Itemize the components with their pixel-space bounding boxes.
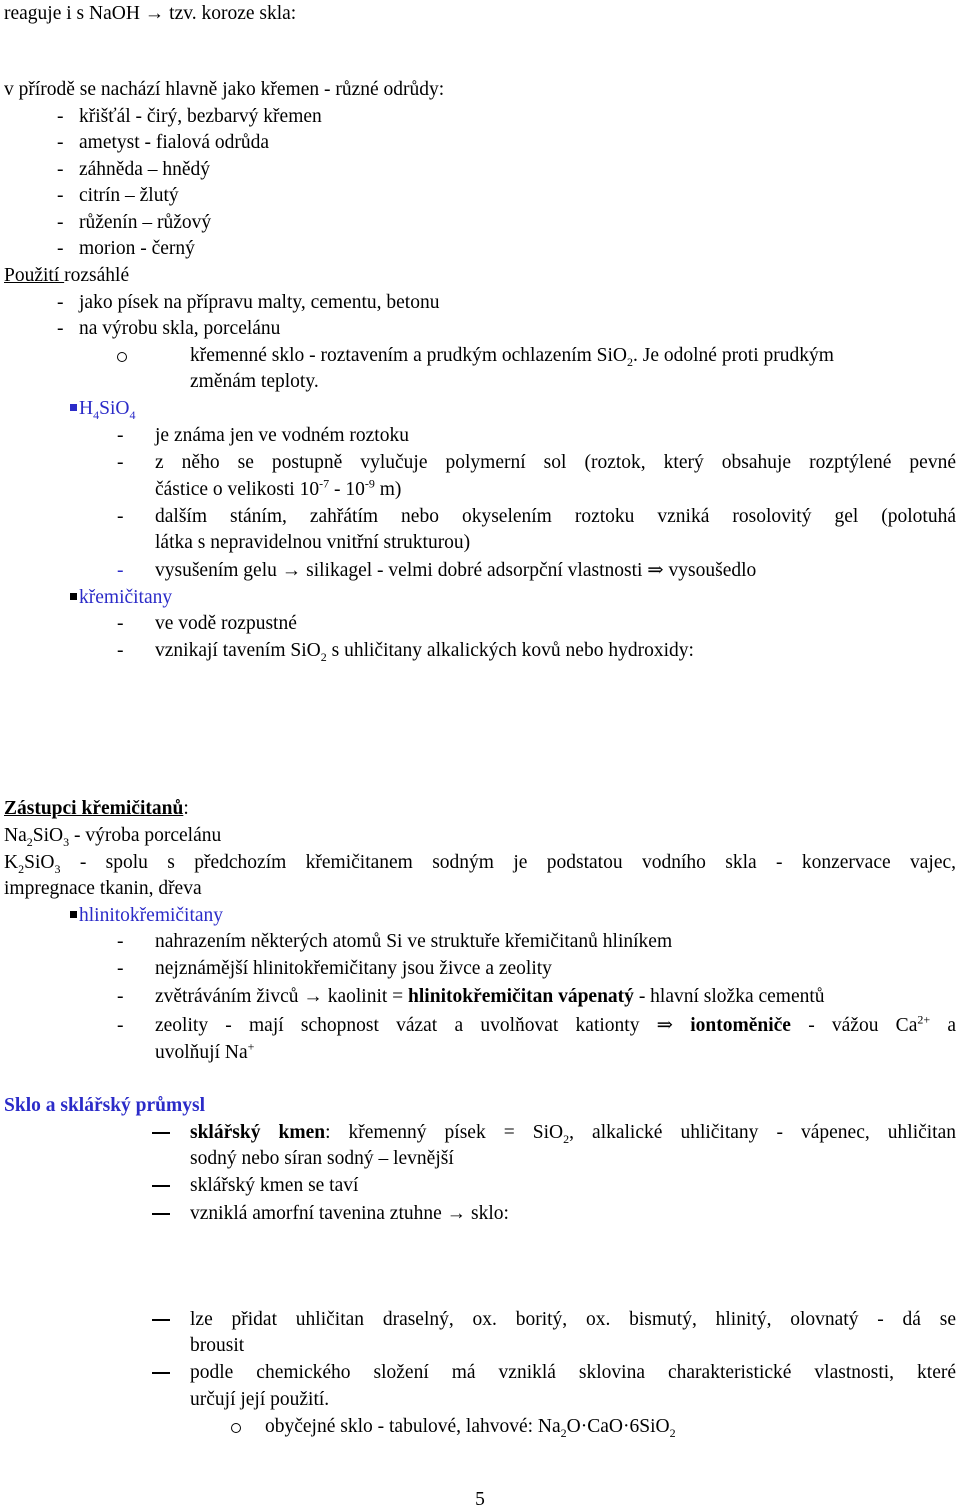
list-item-cont: sodný nebo síran sodný – levnější [190,1148,454,1169]
list-item-cont: určují její použití. [190,1389,330,1410]
square-bullet-icon [70,911,77,918]
list-item: z něho se postupně vylučuje polymerní sol (roztok, který obsahuje rozptýlené pevné [155,452,956,473]
list-dash: - [57,132,64,153]
list-item: sklářský kmen: křemenný písek = SiO$_2$, alkalické uhličitany - vápenec, uhličitan [190,1122,957,1146]
list-item-cont: uvolňují Na+ [155,1039,255,1063]
text-line: impregnace tkanin, dřeva [4,878,202,899]
list-item: sklářský kmen se taví [190,1175,359,1196]
quartz-glass-line [190,344,956,368]
list-dash: - [117,506,124,527]
circle-bullet-icon [231,1423,241,1433]
circle-bullet-icon [117,352,127,362]
list-item-cont: částice o velikosti $10^{-7} - 10^{-9}$ m) [155,476,402,500]
list-item: obyčejné sklo - tabulové, lahvové: $Na_2O\cdot CaO\cdot 6SiO_2$ [265,1416,676,1440]
list-dash: - [117,452,124,473]
list-item-cont: brousit [190,1335,245,1356]
section-representatives: Zástupci křemičitanů: [4,798,189,819]
section-h4sio4: $H_4SiO_4$ [79,398,136,422]
list-item: morion - černý [79,238,195,259]
list-item: na výrobu skla, porcelánu [79,318,281,339]
text-line: $K_2SiO_3$ - spolu s předchozím křemičitanem sodným je podstatou vodního skla - konzervace vajec, [4,852,956,876]
list-dash: - [57,292,64,313]
square-bullet-icon [70,404,77,411]
list-item: vznikají tavením SiO$_2$ s uhličitany alkalických kovů nebo hydroxidy: [155,640,694,664]
section-usage [4,264,129,288]
list-item: vzniklá amorfní tavenina ztuhne → sklo: [190,1203,509,1224]
list-dash: - [117,560,124,581]
text-line: $Na_2SiO_3$ - výroba porcelánu [4,825,222,849]
list-dash: - [57,185,64,206]
list-dash: - [57,106,64,127]
text-span: křemenné sklo - roztavením a prudkým ochlazením SiO$_2$. Je odolné proti prudkým [190,345,834,369]
list-item: nejznámější hlinitokřemičitany jsou živce a zeolity [155,958,552,979]
list-item: vysušením gelu → silikagel - velmi dobré adsorpční vlastnosti ⇒ vysoušedlo [155,560,757,581]
square-bullet-icon [70,593,77,600]
list-item: dalším stáním, zahřátím nebo okyselením roztoku vzniká rosolovitý gel (polotuhá [155,506,956,527]
list-dash: - [117,931,124,952]
list-dash: - [117,425,124,446]
list-dash: - [57,238,64,259]
list-dash: - [57,159,64,180]
text-line: reaguje i s NaOH → tzv. koroze skla: [4,3,297,24]
section-silicates: křemičitany [79,587,173,608]
list-item: lze přidat uhličitan draselný, ox. boritý, ox. bismutý, hlinitý, olovnatý - dá se [190,1309,956,1330]
list-dash: - [117,640,124,661]
list-dash: - [117,958,124,979]
list-item: zeolity - mají schopnost vázat a uvolňovat kationty ⇒ iontoměniče - vážou $Ca^{2+}$ a [155,1012,957,1036]
section-glass-industry: Sklo a sklářský průmysl [4,1095,206,1116]
section-aluminosilicates: hlinitokřemičitany [79,905,224,926]
list-item: záhněda – hnědý [79,159,211,180]
list-item: nahrazením některých atomů Si ve struktuře křemičitanů hliníkem [155,931,673,952]
list-item: zvětráváním živců → kaolinit = hlinitokřemičitan vápenatý - hlavní složka cementů [155,986,825,1007]
long-dash-icon [152,1213,170,1215]
list-item-cont: látka s nepravidelnou vnitřní strukturou) [155,532,471,553]
long-dash-icon [152,1185,170,1187]
text-line: v přírodě se nachází hlavně jako křemen - různé odrůdy: [4,79,445,100]
list-dash: - [117,1015,124,1036]
list-dash: - [117,986,124,1007]
list-item: křišťál - čirý, bezbarvý křemen [79,106,322,127]
list-dash: - [57,318,64,339]
long-dash-icon [152,1372,170,1374]
list-item: ametyst - fialová odrůda [79,132,270,153]
usage-heading: Použití [4,265,65,286]
list-dash: - [117,613,124,634]
list-item: citrín – žlutý [79,185,179,206]
page-number: 5 [475,1489,485,1510]
list-item: je známa jen ve vodném roztoku [155,425,409,446]
list-item: jako písek na přípravu malty, cementu, betonu [79,292,440,313]
text-line: změnám teploty. [190,371,319,392]
list-dash: - [57,212,64,233]
list-item: podle chemického složení má vzniklá sklovina charakteristické vlastnosti, které [190,1362,956,1383]
list-item: ve vodě rozpustné [155,613,297,634]
long-dash-icon [152,1319,170,1321]
long-dash-icon [152,1132,170,1134]
usage-text: rozsáhlé [64,265,130,286]
list-item: růženín – růžový [79,212,212,233]
